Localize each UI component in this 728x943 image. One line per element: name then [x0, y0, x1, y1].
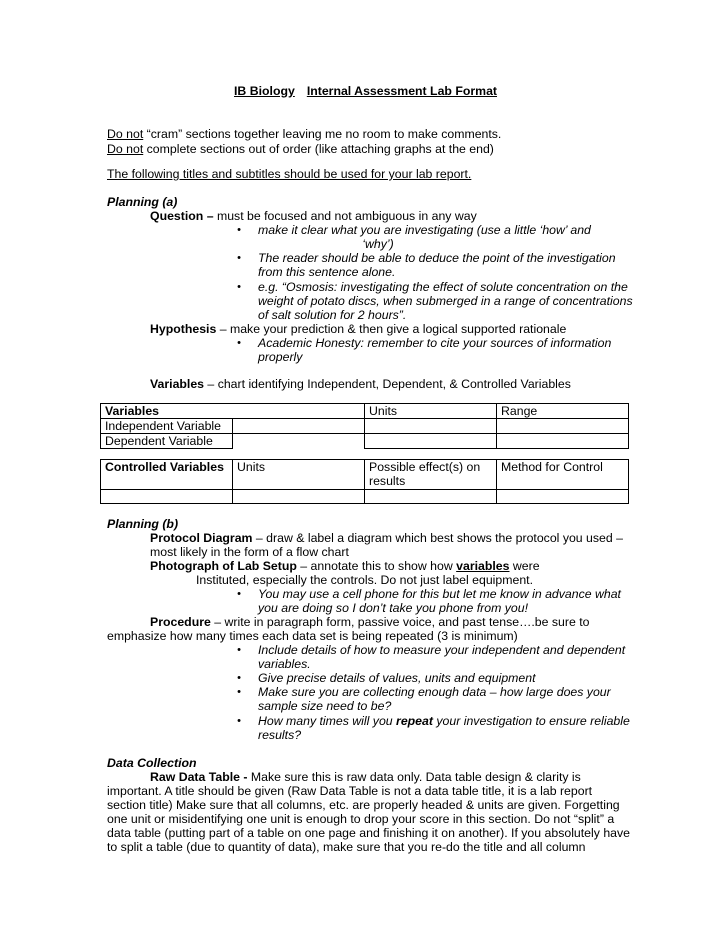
table-cell	[233, 419, 365, 434]
table-row	[101, 404, 629, 419]
raw-data-line-5: data table (putting part of a table on one page and finishing it on another). If you absolutely have	[107, 826, 630, 840]
procedure-line-2: emphasize how many times each data set is being repeated (3 is minimum)	[107, 629, 518, 643]
intro-line-2: Do not complete sections out of order (like attaching graphs at the end)	[107, 142, 494, 156]
bullet-icon: •	[237, 588, 241, 600]
question-line: Question – must be focused and not ambiguous in any way	[150, 209, 477, 223]
table-cell	[365, 490, 497, 504]
q-bullet-3-line-1: e.g. “Osmosis: investigating the effect of solute concentration on the	[258, 280, 628, 294]
bullet-icon: •	[237, 715, 241, 727]
bullet-icon: •	[237, 644, 241, 656]
raw-data-line-2: important. A title should be given (Raw Data Table is not a data table title, it is a lab report	[107, 784, 593, 798]
variables-line: Variables – chart identifying Independent, Dependent, & Controlled Variables	[150, 377, 571, 391]
proc-bullet-1-line-1: Include details of how to measure your independent and dependent	[258, 643, 626, 657]
hypothesis-line: Hypothesis – make your prediction & then give a logical supported rationale	[150, 322, 567, 336]
h-bullet-1-line-1: Academic Honesty: remember to cite your sources of information	[258, 336, 612, 350]
table-cell	[233, 434, 365, 449]
q-bullet-1-line-2: ‘why’)	[362, 237, 394, 251]
photo-line-2: Instituted, especially the controls. Do not just label equipment.	[196, 573, 533, 587]
procedure-line-1: Procedure – write in paragraph form, passive voice, and past tense….be sure to	[150, 615, 590, 629]
q-bullet-3-line-2: weight of potato discs, when submerged in a range of concentrations	[258, 294, 633, 308]
intro-line-3: The following titles and subtitles should be used for your lab report.	[107, 167, 472, 181]
q-bullet-2-line-1: The reader should be able to deduce the point of the investigation	[258, 251, 616, 265]
table-header-units: Units	[365, 404, 497, 419]
table-cell: Dependent Variable	[101, 434, 233, 449]
planning-a-heading: Planning (a)	[107, 195, 178, 209]
proc-bullet-1-line-2: variables.	[258, 657, 311, 671]
bullet-icon: •	[237, 337, 241, 349]
planning-b-heading: Planning (b)	[107, 517, 179, 531]
table-header-effects: Possible effect(s) on results	[365, 460, 497, 490]
table-header-units: Units	[233, 460, 365, 490]
title-course: IB Biology	[234, 84, 295, 98]
q-bullet-3-line-3: of salt solution for 2 hours”.	[258, 308, 407, 322]
bullet-icon: •	[237, 686, 241, 698]
table-cell	[101, 490, 233, 504]
photo-bullet-line-2: you are doing so I don’t take you phone from you!	[258, 601, 529, 615]
table-header-method: Method for Control	[497, 460, 629, 490]
table-row	[101, 460, 629, 490]
table-header-variables: Variables	[101, 404, 365, 419]
variables-table	[100, 403, 629, 449]
bullet-icon: •	[237, 672, 241, 684]
table-cell	[497, 419, 629, 434]
table-header-range: Range	[497, 404, 629, 419]
h-bullet-1-line-2: properly	[258, 350, 303, 364]
title-subject: Internal Assessment Lab Format	[306, 84, 498, 98]
table-cell	[365, 419, 497, 434]
proc-bullet-2-line-1: Give precise details of values, units and equipment	[258, 671, 536, 685]
proc-bullet-3-line-1: Make sure you are collecting enough data – how large does your	[258, 685, 611, 699]
intro-line-1: Do not “cram” sections together leaving me no room to make comments.	[107, 127, 502, 141]
proc-bullet-4-line-1: How many times will you repeat your investigation to ensure reliable	[258, 714, 630, 728]
controlled-variables-table	[100, 459, 629, 504]
photo-bullet-line-1: You may use a cell phone for this but let me know in advance what	[258, 587, 621, 601]
table-cell	[233, 490, 365, 504]
table-row	[101, 490, 629, 504]
protocol-line-1: Protocol Diagram – draw & label a diagram which best shows the protocol you used –	[150, 531, 623, 545]
table-cell	[497, 434, 629, 449]
raw-data-line-6: to split a table (due to quantity of data), make sure that you re-do the title and all column	[107, 840, 586, 854]
raw-data-line-4: one unit or misidentifying one unit is enough to drop your score in this section. Do not “split” a	[107, 812, 615, 826]
table-row	[101, 434, 629, 449]
data-collection-heading: Data Collection	[107, 756, 197, 770]
photo-line-1: Photograph of Lab Setup – annotate this to show how variables were	[150, 559, 540, 573]
table-cell: Independent Variable	[101, 419, 233, 434]
proc-bullet-4-line-2: results?	[258, 728, 302, 742]
bullet-icon: •	[237, 252, 241, 264]
bullet-icon: •	[237, 281, 241, 293]
table-header-controlled: Controlled Variables	[101, 460, 233, 490]
table-cell	[497, 490, 629, 504]
q-bullet-2-line-2: from this sentence alone.	[258, 265, 396, 279]
table-cell	[365, 434, 497, 449]
table-row	[101, 419, 629, 434]
raw-data-line-1: Raw Data Table - Make sure this is raw data only. Data table design & clarity is	[150, 770, 581, 784]
bullet-icon: •	[237, 224, 241, 236]
raw-data-line-3: section title) Make sure that all columns, etc. are properly headed & units are given. Forgetting	[107, 798, 620, 812]
q-bullet-1-line-1: make it clear what you are investigating (use a little ‘how’ and	[258, 223, 591, 237]
page-title	[234, 84, 497, 99]
proc-bullet-3-line-2: sample size need to be?	[258, 699, 392, 713]
protocol-line-2: most likely in the form of a flow chart	[150, 545, 349, 559]
